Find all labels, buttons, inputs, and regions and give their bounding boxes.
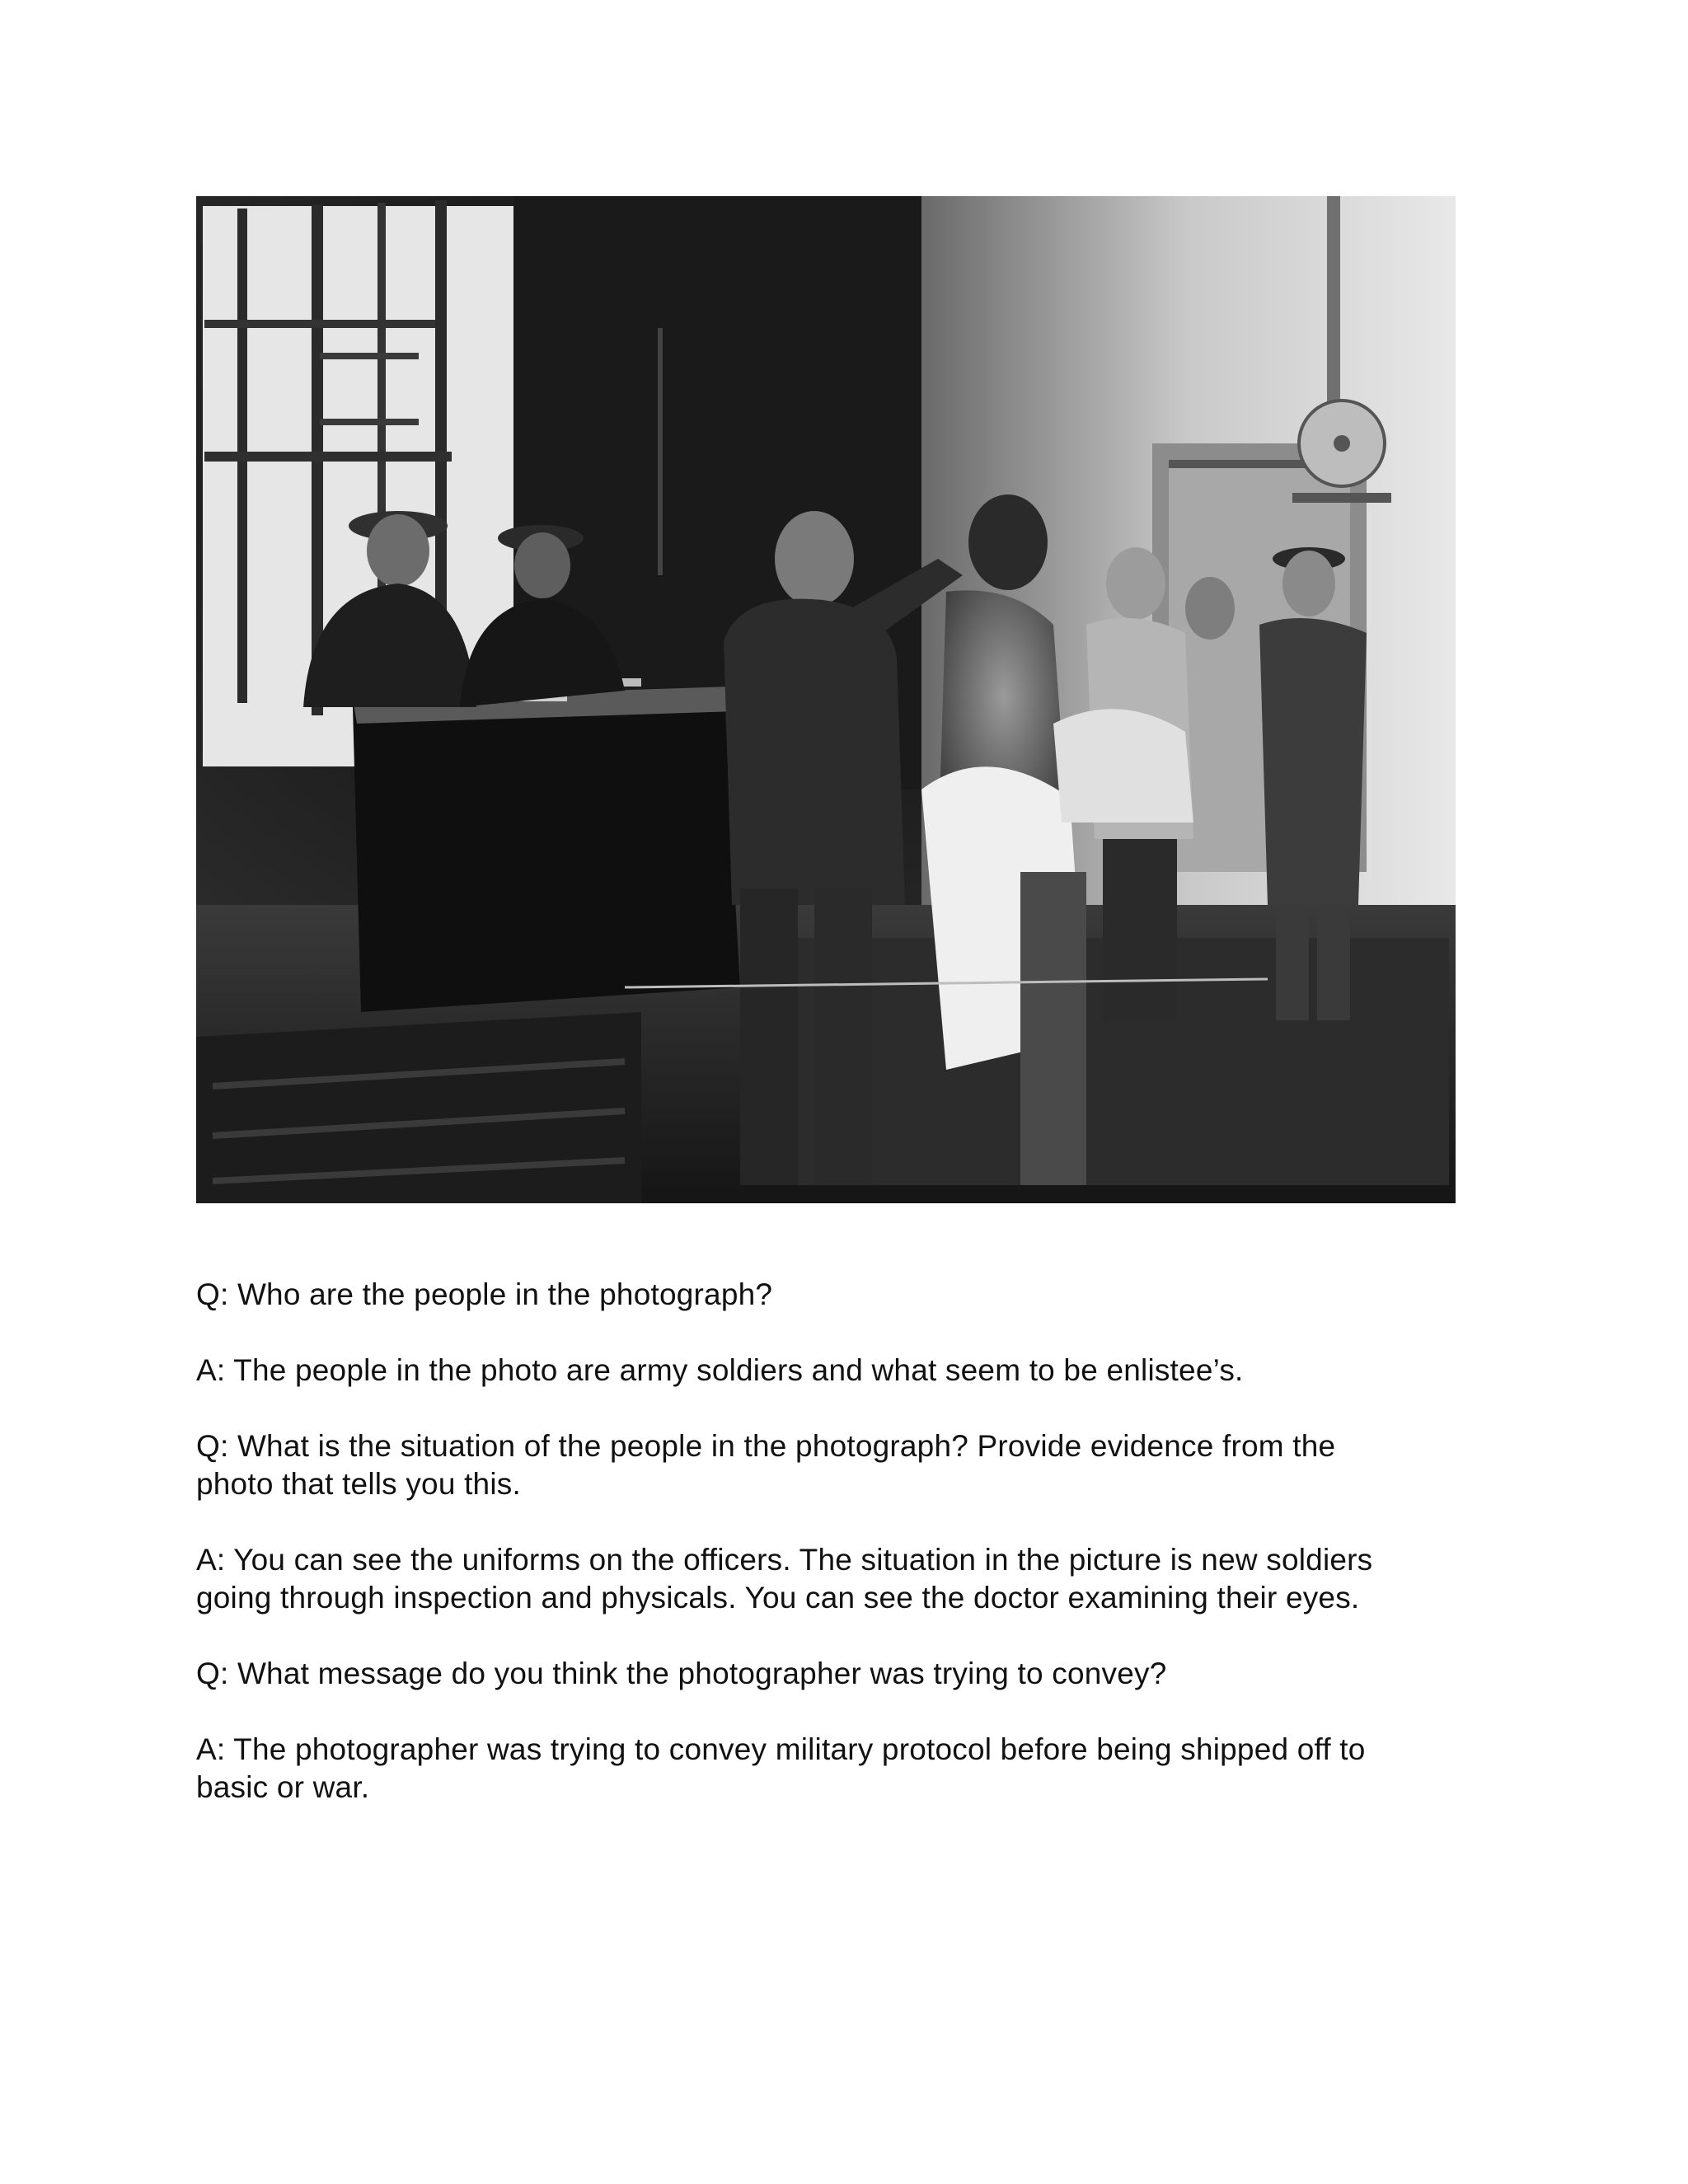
crate <box>196 1012 641 1203</box>
answer-2: A: You can see the uniforms on the officers. The situation in the picture is new soldiers going through inspection and physicals. You can see the doctor examining their eyes. <box>196 1543 1373 1615</box>
question-answer-section <box>196 1276 1482 1844</box>
question-2: Q: What is the situation of the people in the photograph? Provide evidence from the photo that tells you this. <box>196 1429 1336 1501</box>
desk <box>353 678 740 1012</box>
historical-photograph <box>196 196 1456 1203</box>
answer-3: A: The photographer was trying to convey military protocol before being shipped off to basic or war. <box>196 1732 1366 1804</box>
question-3: Q: What message do you think the photographer was trying to convey? <box>196 1657 1167 1690</box>
question-1: Q: Who are the people in the photograph? <box>196 1277 773 1311</box>
answer-1: A: The people in the photo are army soldiers and what seem to be enlistee’s. <box>196 1353 1244 1387</box>
